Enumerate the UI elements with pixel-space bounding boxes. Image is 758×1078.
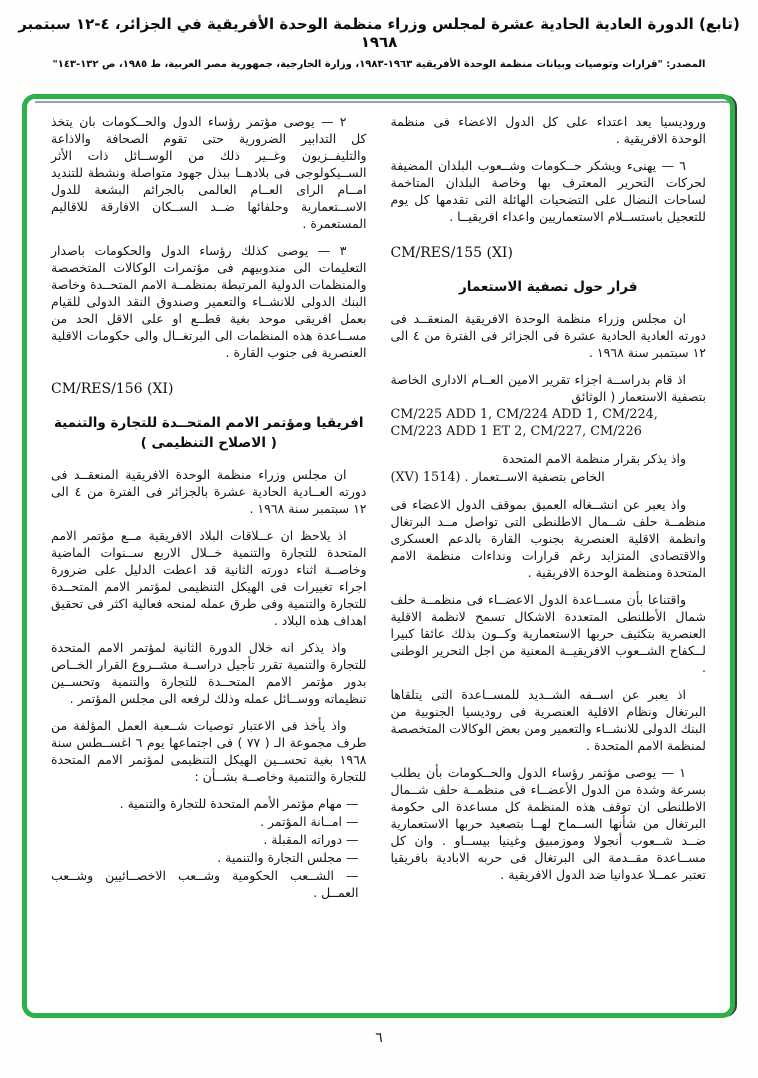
paragraph-un-recall: واذ يذكر بقرار منظمة الامم المتحدة [502,451,686,466]
list-item: — دوراته المقبلة . [263,832,359,847]
page-number: ٦ [375,1030,383,1046]
paragraph-docs-intro: اذ قام بدراســة اجزاء تقرير الامين العــام الادارى الخاصة بتصفية الاستعمار ( الوثائق [390,372,706,404]
paragraph-world-bank-regret: اذ يعبر عن اســفه الشــديد للمســاعدة التى يتلقاها البرتغال ونظام الاقلية العنصرية فى روديسيا الجنوبية من البنك الدولى للانشــاء والتعمير ومن بعض الوكالات المتخصصة لمنظمة الامم المتحدة . [390,687,706,753]
paragraph-council-session-2: ان مجلس وزراء منظمة الوحدة الافريقية المنعقــد فى دورته العــادية الحادية عشرة بالجزائر فى الفترة من ٤ الى ١٢ سبتمبر سنة ١٩٦٨ . [51,467,367,516]
list-item: — مجلس التجارة والتنمية . [217,850,359,865]
un-resolution-subject: الخاص بتصفية الاســتعمار . [464,469,605,484]
un-resolution-number: (XV) 1514) [390,470,461,485]
unctad-topics-list [51,795,367,901]
resolution-title-decolonization: قرار حول تصفية الاستعمار [459,279,638,295]
column-right [391,113,707,1005]
source-citation: المصدر: "قرارات وتوصيات وبيانات منظمة الوحدة الأفريقية ١٩٦٣-١٩٨٣، وزارة الخارجية، جمهورية مصر العربية، ط ١٩٨٥، ص ١٣٢-١٤٣" [52,59,706,70]
resolution-title-unctad [51,413,367,453]
page-header [0,15,758,70]
paragraph-item-3: ٣ — يوصى كذلك رؤساء الدول والحكومات باصدار التعليمات الى مندوبيهم فى مؤتمرات الوكالات المتخصصة والمنظمات الدولية المرتبطة بمنظمــة الامم المتحــدة وخاصة البنك الدولى للانشــاء والتعمير وصندوق النقد الدولى للقيام بعمل افريقى موحد بغية قطــع او على الاقل الحد من مســاعدة هذه المنظمات الى البرتغــال والى حكومات الاقلية العنصرية فى جنوب القارة . [51,243,367,360]
resolution-title-unctad-line2: ( الاصلاح التنظيمى ) [140,435,277,451]
paragraph-council-session: ان مجلس وزراء منظمة الوحدة الافريقية المنعقــد فى دورته العادية الحادية عشرة فى الجزائر فى الفترة من ٤ الى ١٢ سبتمبر سنة ١٩٦٨ . [390,311,706,360]
document-ref-line-2: CM/223 ADD 1 ET 2, CM/227, CM/226 [390,424,642,439]
list-item: — امــانة المؤتمر . [260,814,359,829]
paragraph-unctad-recall: واذ يذكر انه خلال الدورة الثانية لمؤتمر الامم المتحدة للتجارة والتنمية تقرر تأجيل دراســة مشــروع القرار الخــاص بدور مؤتمر الامم المتحــدة للتجارة والتنمية وتحســين تنظيماته ووســائل عمله وذلك لرفعه الى مجلس المؤتمر . [51,640,367,706]
green-frame [22,94,735,1018]
document-ref-line-1: CM/225 ADD 1, CM/224 ADD 1, CM/224, [390,407,658,422]
paragraph-item-6: ٦ — يهنىء ويشكر حــكومات وشــعوب البلدان المضيفة لحركات التحرير المعترف بها وخاصة البلدان المتاخمة لساحات النضال على التضحيات الهائلة التى تقدمها كل يوم للتعجيل باستســلام الاستعماريين واعداء افريقيــا . [390,158,706,224]
resolution-ref-cm-res-156: CM/RES/156 (XI) [51,381,174,397]
paragraph-unctad-note: اذ يلاحظ ان عــلاقات البلاد الافريقية مــع مؤتمر الامم المتحدة للتجارة والتنمية خــلال الاربع ســنوات الماضية وخاصــة اثناء دورته الثانية قد اعطت الدليل على ضرورة اجراء تغييرات فى الهيكل التنظيمى لمؤتمر الامم المتحــدة للتجارة والتنمية وفى طرق عمله لمنحه فعالية اكثر فى تحقيق اهداف هذه البلاد . [51,528,367,628]
list-item: — مهام مؤتمر الأمم المتحدة للتجارة والتنمية . [119,796,359,811]
paragraph-rhodesia-continuation: وروديسيا يعد اعتداء على كل الدول الاعضاء فى منظمة الوحدة الافريقية . [390,114,706,146]
paragraph-item-1: ١ — يوصى مؤتمر رؤساء الدول والحــكومات بأن يطلب بسرعة وشدة من الدول الأعضــاء فى منظمــة حلف شــمال الاطلنطى ان توقف هذه المنظمة كل مساعدة الى حكومة البرتغال من شأنها الســماح لهــا بتصعيد حربها الاستعمارية ضــد شــعوب أنجولا وموزمبيق وغينيا بيســاو . وان كل مســاعدة مقــدمة الى البرتغال فى حربه الابادية بافريقيا تعتبر عمــلا عدوانيا ضد الدول الافريقية . [390,765,706,882]
resolution-ref-cm-res-155: CM/RES/155 (XI) [390,245,513,261]
session-title: (تابع) الدورة العادية الحادية عشرة لمجلس وزراء منظمة الوحدة الأفريقية في الجزائر، ٤-١٢ سبتمبر ١٩٦٨ [18,15,740,51]
paragraph-group77-consider: واذ يأخذ فى الاعتبار توصيات شــعبة العمل المؤلفة من طرف مجموعة الـ ( ٧٧ ) فى اجتماعها يوم ٦ اغســطس سنة ١٩٦٨ بغية تحســين الهيكل التنظيمى لمؤتمر الامم المتحدة للتجارة والتنمية وخاصــة بشــأن : [51,718,367,784]
column-left [51,113,367,1005]
paragraph-nato-concern: واذ يعبر عن انشــغاله العميق بموقف الدول الاعضاء فى منظمــة حلف شــمال الاطلنطى التى تواصل مــد البرتغال وانظمة الاقلية العنصرية بجنوب القارة بالدعم العسكرى والاقتصادى المتزايد رغم قرارات ونداءات منظمة الامم المتحدة ومنظمة الوحدة الافريقية . [390,497,706,580]
un-resolution-1514-line [391,468,707,486]
paragraph-item-2: ٢ — يوصى مؤتمر رؤساء الدول والحــكومات بان يتخذ كل التدابير الضرورية حتى تقوم الصحافة والاذاعة والتليفــزيون وغــير ذلك من الوســائل ذات الأثر الســيكولوجى فى بلادهــا ببذل جهود متواصلة ونشطة للتنديد امــام الراى العــام العالمى بالجرائم البشعة للدول الاســتعمارية وحلفائها ضــد الســكان الافارقة للاقاليم المستعمرة . [51,114,367,231]
paragraph-nato-conviction: واقتناعا بأن مســاعدة الدول الاعضــاء فى منظمــة حلف شمال الأطلنطى المتعددة الاشكال تسمح لانظمة الاقلية العنصرية بتكثيف حربها الاستعمارية وكــون بذلك عائقا كبيرا لــكفاح الشــعوب الافريقيــة المعنية من اجل التحرير الوطنى . [390,592,706,675]
resolution-title-unctad-line1: افريقيا ومؤتمر الامم المتحــدة للتجارة والتنمية [53,415,364,431]
list-item: — الشــعب الحكومية وشــعب الاخصــائيين وشــعب العمــل . [51,868,359,900]
